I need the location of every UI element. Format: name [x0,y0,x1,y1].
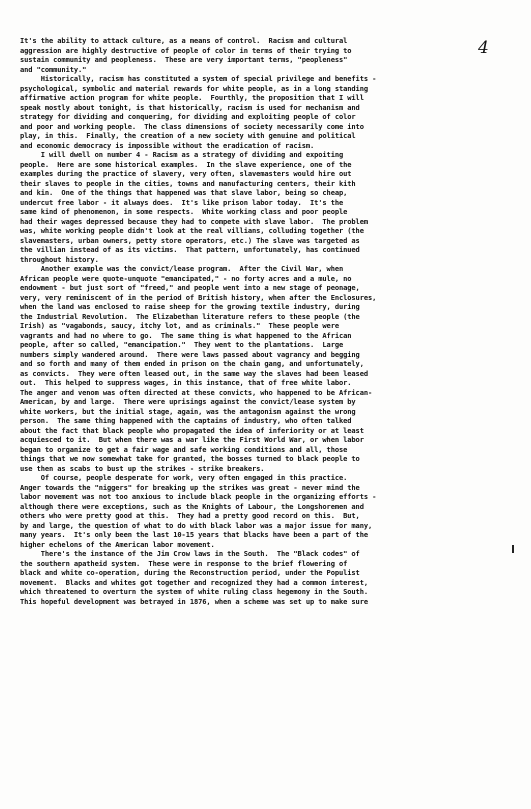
text-line: had their wages depressed because they had to compete with slave labor. The problem [20,216,368,226]
text-line: I will dwell on number 4 - Racism as a strategy of dividing and expoiting [20,150,344,159]
text-line: numbers simply wandered around. There were laws passed about vagrancy and begging [20,349,360,359]
text-line: Anger towards the "niggers" for breaking up the strikes was great - never mind the [20,482,360,492]
text-line: the southern apatheid system. These were in response to the brief flowering of [20,558,348,568]
text-line: Another example was the convict/lease program. After the Civil War, when [20,264,344,273]
text-line: was, white working people didn't look at the real villians, colluding together (the [20,226,364,235]
text-line: throughout history. [20,254,99,264]
text-line: American, by and large. There were uprisings against the convict/lease system by [20,397,356,406]
text-line: affirmative action program for white people. Fourthly, the proposition that I will [20,93,364,102]
text-line: people. Here are some historical examples. In the slave experience, one of the [20,159,352,169]
text-line: sustain community and peopleness. These are very important terms, "peopleness" [20,55,348,64]
text-line: slavemasters, urban owners, petty store operators, etc.) The slave was targeted as [20,235,360,245]
text-line: examples during the practice of slavery, very often, slavemasters would hire out [20,169,352,178]
text-line: began to organize to get a fair wage and safe working conditions and all, those [20,444,348,454]
text-line: aggression are highly destructive of people of color in terms of their trying to [20,45,352,55]
text-line: things that we now somewhat take for granted, the bosses turned to black people to [20,454,360,463]
text-line: and poor and working people. The class dimensions of society necessarily come into [20,121,364,131]
text-line: This hopeful development was betrayed in 1876, when a scheme was set up to make sure [20,596,368,606]
text-line: their slaves to people in the cities, towns and manufacturing centers, their kith [20,178,356,188]
text-line: people, after so called, "emancipation." They went to the plantations. Large [20,340,344,349]
text-line: many years. It's only been the last 10-15 years that blacks have been a part of the [20,530,368,539]
text-line: when the land was enclosed to raise sheep for the growing textile industry, during [20,302,360,311]
text-line: Of course, people desperate for work, very often engaged in this practice. [20,473,348,482]
text-line: speak mostly about tonight, is that historically, racism is used for mechanism and [20,102,360,112]
text-line: as convicts. They were often leased out, in the same way the slaves had been leased [20,368,368,378]
text-line: It's the ability to attack culture, as a means of control. Racism and cultural [20,36,348,45]
text-line: acquiesced to it. But when there was a war like the First World War, or when labor [20,435,364,444]
text-line: and "community." [20,64,87,74]
text-line: person. The same thing happened with the captains of industry, who often talked [20,416,352,425]
text-line: white workers, but the initial stage, again, was the antagonism against the wrong [20,406,356,416]
text-line: Irish) as "vagabonds, saucy, itchy lot, and as criminals." These people were [20,321,339,330]
text-line: same kind of phenomenon, in some respects. White working class and poor people [20,207,348,216]
text-line: movement. Blacks and whites got together and recognized they had a common interest, [20,577,368,587]
text-line: very, very reminiscent of in the period of British history, when after the Enclosures, [20,292,377,302]
text-line: Historically, racism has constituted a system of special privilege and benefits - [20,74,377,83]
text-line: psychological, symbolic and material rewards for white people, as in a long standing [20,83,368,93]
text-line: play, in this. Finally, the creation of a new society with genuine and political [20,131,356,140]
text-line: use then as scabs to bust up the strikes - strike breakers. [20,463,265,473]
text-line: The anger and venom was often directed at these convicts, who happened to be African- [20,387,373,397]
text-line: although there were exceptions, such as the Knights of Labour, the Longshoremen and [20,501,364,511]
text-line: and kin. One of the things that happened was that slave labor, being so cheap, [20,188,348,197]
text-line: by and large, the question of what to do with black labor was a major issue for many, [20,520,373,530]
document-body [20,36,502,606]
text-line: African people were quote-unquote "emancipated," - no forty acres and a mule, no [20,273,352,283]
text-line: vagrants and had no where to go. The same thing is what happened to the African [20,330,352,340]
text-line: strategy for dividing and conquering, for dividing and exploiting people of color [20,112,356,121]
text-line: undercut free labor - it always does. It's like prison labor today. It's the [20,197,344,207]
margin-mark [512,545,514,553]
text-line: and economic democracy is impossible without the eradication of racism. [20,140,315,150]
text-line: labor movement was not too anxious to include black people in the organizing efforts - [20,492,377,501]
text-line: There's the instance of the Jim Crow laws in the South. The "Black codes" of [20,549,360,558]
text-line: black and white co-operation, during the Reconstruction period, under the Populist [20,568,360,577]
text-line: the villian instead of as its victims. That pattern, unfortunately, has continued [20,245,360,254]
text-line: endowment - but just sort of "freed," and people went into a new stage of peonage, [20,283,360,292]
text-line: higher echelons of the American labor movement. [20,539,215,549]
text-line: out. This helped to suppress wages, in this instance, that of free white labor. [20,378,352,387]
page-number: 4 [478,38,489,58]
text-line: about the fact that black people who propagated the idea of inferiority or at least [20,425,364,435]
text-line: others who were pretty good at this. They had a pretty good record on this. But, [20,511,360,520]
text-line: the Industrial Revolution. The Elizabethan literature refers to these people (the [20,311,360,321]
text-line: and so forth and many of them ended in prison on the chain gang, and unfortunately, [20,359,364,368]
text-line: which threatened to overturn the system of white ruling class hegemony in the South. [20,587,368,596]
